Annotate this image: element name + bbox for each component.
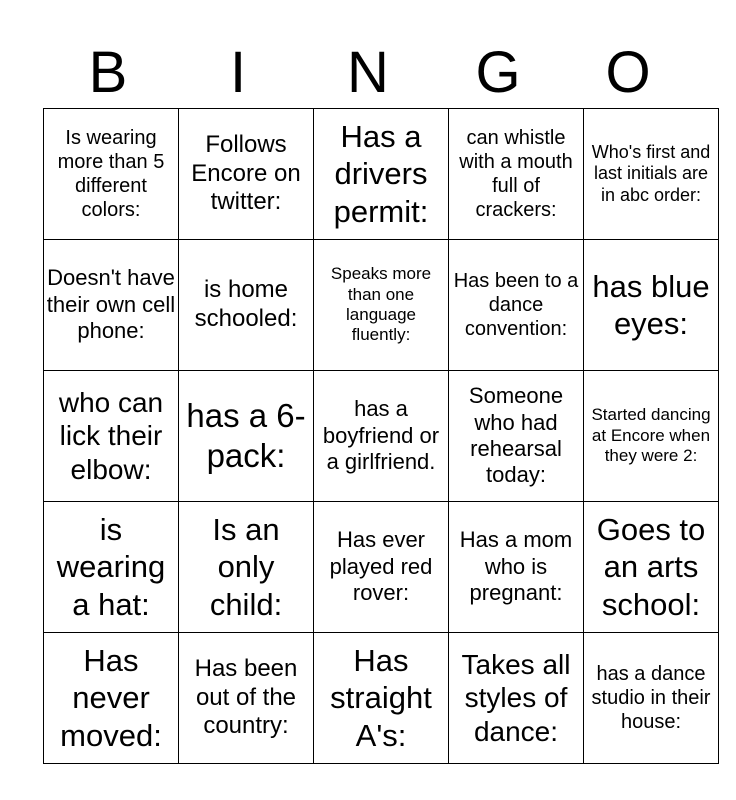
grid-cell[interactable]: can whistle with a mouth full of crackers: (449, 109, 584, 240)
grid-cell[interactable]: Goes to an arts school: (584, 502, 719, 633)
grid-cell[interactable]: Has ever played red rover: (314, 502, 449, 633)
grid-row (44, 633, 719, 764)
grid-cell[interactable]: Is an only child: (179, 502, 314, 633)
grid-cell[interactable]: who can lick their elbow: (44, 371, 179, 502)
grid-cell[interactable]: Who's first and last initials are in abc order: (584, 109, 719, 240)
grid-cell[interactable]: has a dance studio in their house: (584, 633, 719, 764)
grid-cell[interactable]: has a boyfriend or a girlfriend. (314, 371, 449, 502)
grid-cell[interactable]: Has never moved: (44, 633, 179, 764)
grid-row (44, 371, 719, 502)
grid-cell[interactable]: Has straight A's: (314, 633, 449, 764)
grid-cell[interactable]: Is wearing more than 5 different colors: (44, 109, 179, 240)
grid-cell[interactable]: Has a drivers permit: (314, 109, 449, 240)
header-letter-g: G (475, 40, 521, 105)
grid-cell[interactable]: Takes all styles of dance: (449, 633, 584, 764)
grid-row (44, 240, 719, 371)
grid-cell[interactable]: has a 6-pack: (179, 371, 314, 502)
grid-row (44, 502, 719, 633)
grid-row (44, 109, 719, 240)
bingo-grid (43, 108, 719, 764)
header-letter-n: N (347, 40, 389, 105)
grid-cell[interactable]: Someone who had rehearsal today: (449, 371, 584, 502)
bingo-header (43, 40, 693, 106)
grid-cell[interactable]: Doesn't have their own cell phone: (44, 240, 179, 371)
grid-cell[interactable]: Has a mom who is pregnant: (449, 502, 584, 633)
grid-cell[interactable]: Started dancing at Encore when they were 2: (584, 371, 719, 502)
grid-cell[interactable]: is wearing a hat: (44, 502, 179, 633)
grid-cell[interactable]: has blue eyes: (584, 240, 719, 371)
header-letter-o: O (605, 40, 651, 105)
grid-cell[interactable]: Follows Encore on twitter: (179, 109, 314, 240)
grid-cell[interactable]: Has been to a dance convention: (449, 240, 584, 371)
grid-cell[interactable]: Has been out of the country: (179, 633, 314, 764)
grid-cell[interactable]: Speaks more than one language fluently: (314, 240, 449, 371)
header-letter-b: B (88, 40, 128, 105)
header-letter-i: I (229, 40, 247, 105)
grid-cell[interactable]: is home schooled: (179, 240, 314, 371)
